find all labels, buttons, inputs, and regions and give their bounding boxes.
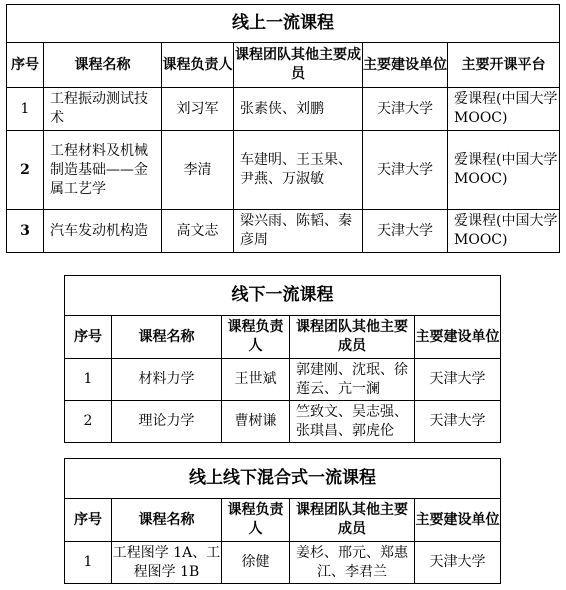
- row-members: 竺致文、吴志强、张琪昌、郭虎伦: [290, 401, 415, 443]
- header-members: 课程团队其他主要成员: [290, 499, 415, 542]
- row-lead: 曹树谦: [222, 401, 290, 443]
- row-unit: 天津大学: [363, 131, 448, 210]
- header-no: 序号: [7, 43, 44, 88]
- row-lead: 高文志: [162, 210, 234, 253]
- row-members: 姜杉、邢元、郑惠江、李君兰: [290, 542, 415, 584]
- row-unit: 天津大学: [415, 542, 501, 584]
- header-course-name: 课程名称: [44, 43, 162, 88]
- header-unit: 主要建设单位: [415, 316, 501, 359]
- header-members: 课程团队其他主要成员: [234, 43, 363, 88]
- row-course-name: 工程图学 1A、工程图学 1B: [112, 542, 222, 584]
- row-platform: 爱课程(中国大学 MOOC): [448, 210, 560, 253]
- row-no: 3: [7, 210, 44, 253]
- row-course-name: 工程振动测试技术: [44, 88, 162, 131]
- table-row: [65, 401, 501, 443]
- table-row: [65, 359, 501, 401]
- row-course-name: 工程材料及机械制造基础——金属工艺学: [44, 131, 162, 210]
- row-members: 梁兴雨、陈韬、秦彦周: [234, 210, 363, 253]
- row-unit: 天津大学: [363, 88, 448, 131]
- header-unit: 主要建设单位: [363, 43, 448, 88]
- row-lead: 刘习军: [162, 88, 234, 131]
- table-row: [7, 88, 560, 131]
- header-no: 序号: [65, 316, 112, 359]
- header-members: 课程团队其他主要成员: [290, 316, 415, 359]
- table-row: [7, 131, 560, 210]
- table-title: 线下一流课程: [65, 276, 501, 316]
- row-course-name: 汽车发动机构造: [44, 210, 162, 253]
- header-lead: 课程负责人: [162, 43, 234, 88]
- row-no: 1: [65, 542, 112, 584]
- header-course-name: 课程名称: [112, 316, 222, 359]
- row-platform: 爱课程(中国大学 MOOC): [448, 88, 560, 131]
- table-title: 线上一流课程: [7, 5, 560, 43]
- header-lead: 课程负责人: [222, 316, 290, 359]
- header-unit: 主要建设单位: [415, 499, 501, 542]
- row-lead: 徐健: [222, 542, 290, 584]
- header-no: 序号: [65, 499, 112, 542]
- header-platform: 主要开课平台: [448, 43, 560, 88]
- row-no: 1: [65, 359, 112, 401]
- header-course-name: 课程名称: [112, 499, 222, 542]
- row-lead: 王世斌: [222, 359, 290, 401]
- row-course-name: 理论力学: [112, 401, 222, 443]
- online-courses-table: [6, 4, 560, 253]
- row-no: 1: [7, 88, 44, 131]
- table-row: [7, 210, 560, 253]
- row-no: 2: [65, 401, 112, 443]
- row-members: 郭建刚、沈珉、徐莲云、亢一澜: [290, 359, 415, 401]
- row-course-name: 材料力学: [112, 359, 222, 401]
- row-members: 车建明、王玉果、尹燕、万淑敏: [234, 131, 363, 210]
- header-lead: 课程负责人: [222, 499, 290, 542]
- row-unit: 天津大学: [415, 401, 501, 443]
- blended-courses-table: [64, 458, 501, 584]
- row-no: 2: [7, 131, 44, 210]
- table-row: [65, 542, 501, 584]
- row-unit: 天津大学: [363, 210, 448, 253]
- row-members: 张素侠、刘鹏: [234, 88, 363, 131]
- row-platform: 爱课程(中国大学 MOOC): [448, 131, 560, 210]
- offline-courses-table: [64, 275, 501, 443]
- table-title: 线上线下混合式一流课程: [65, 459, 501, 499]
- row-lead: 李清: [162, 131, 234, 210]
- row-unit: 天津大学: [415, 359, 501, 401]
